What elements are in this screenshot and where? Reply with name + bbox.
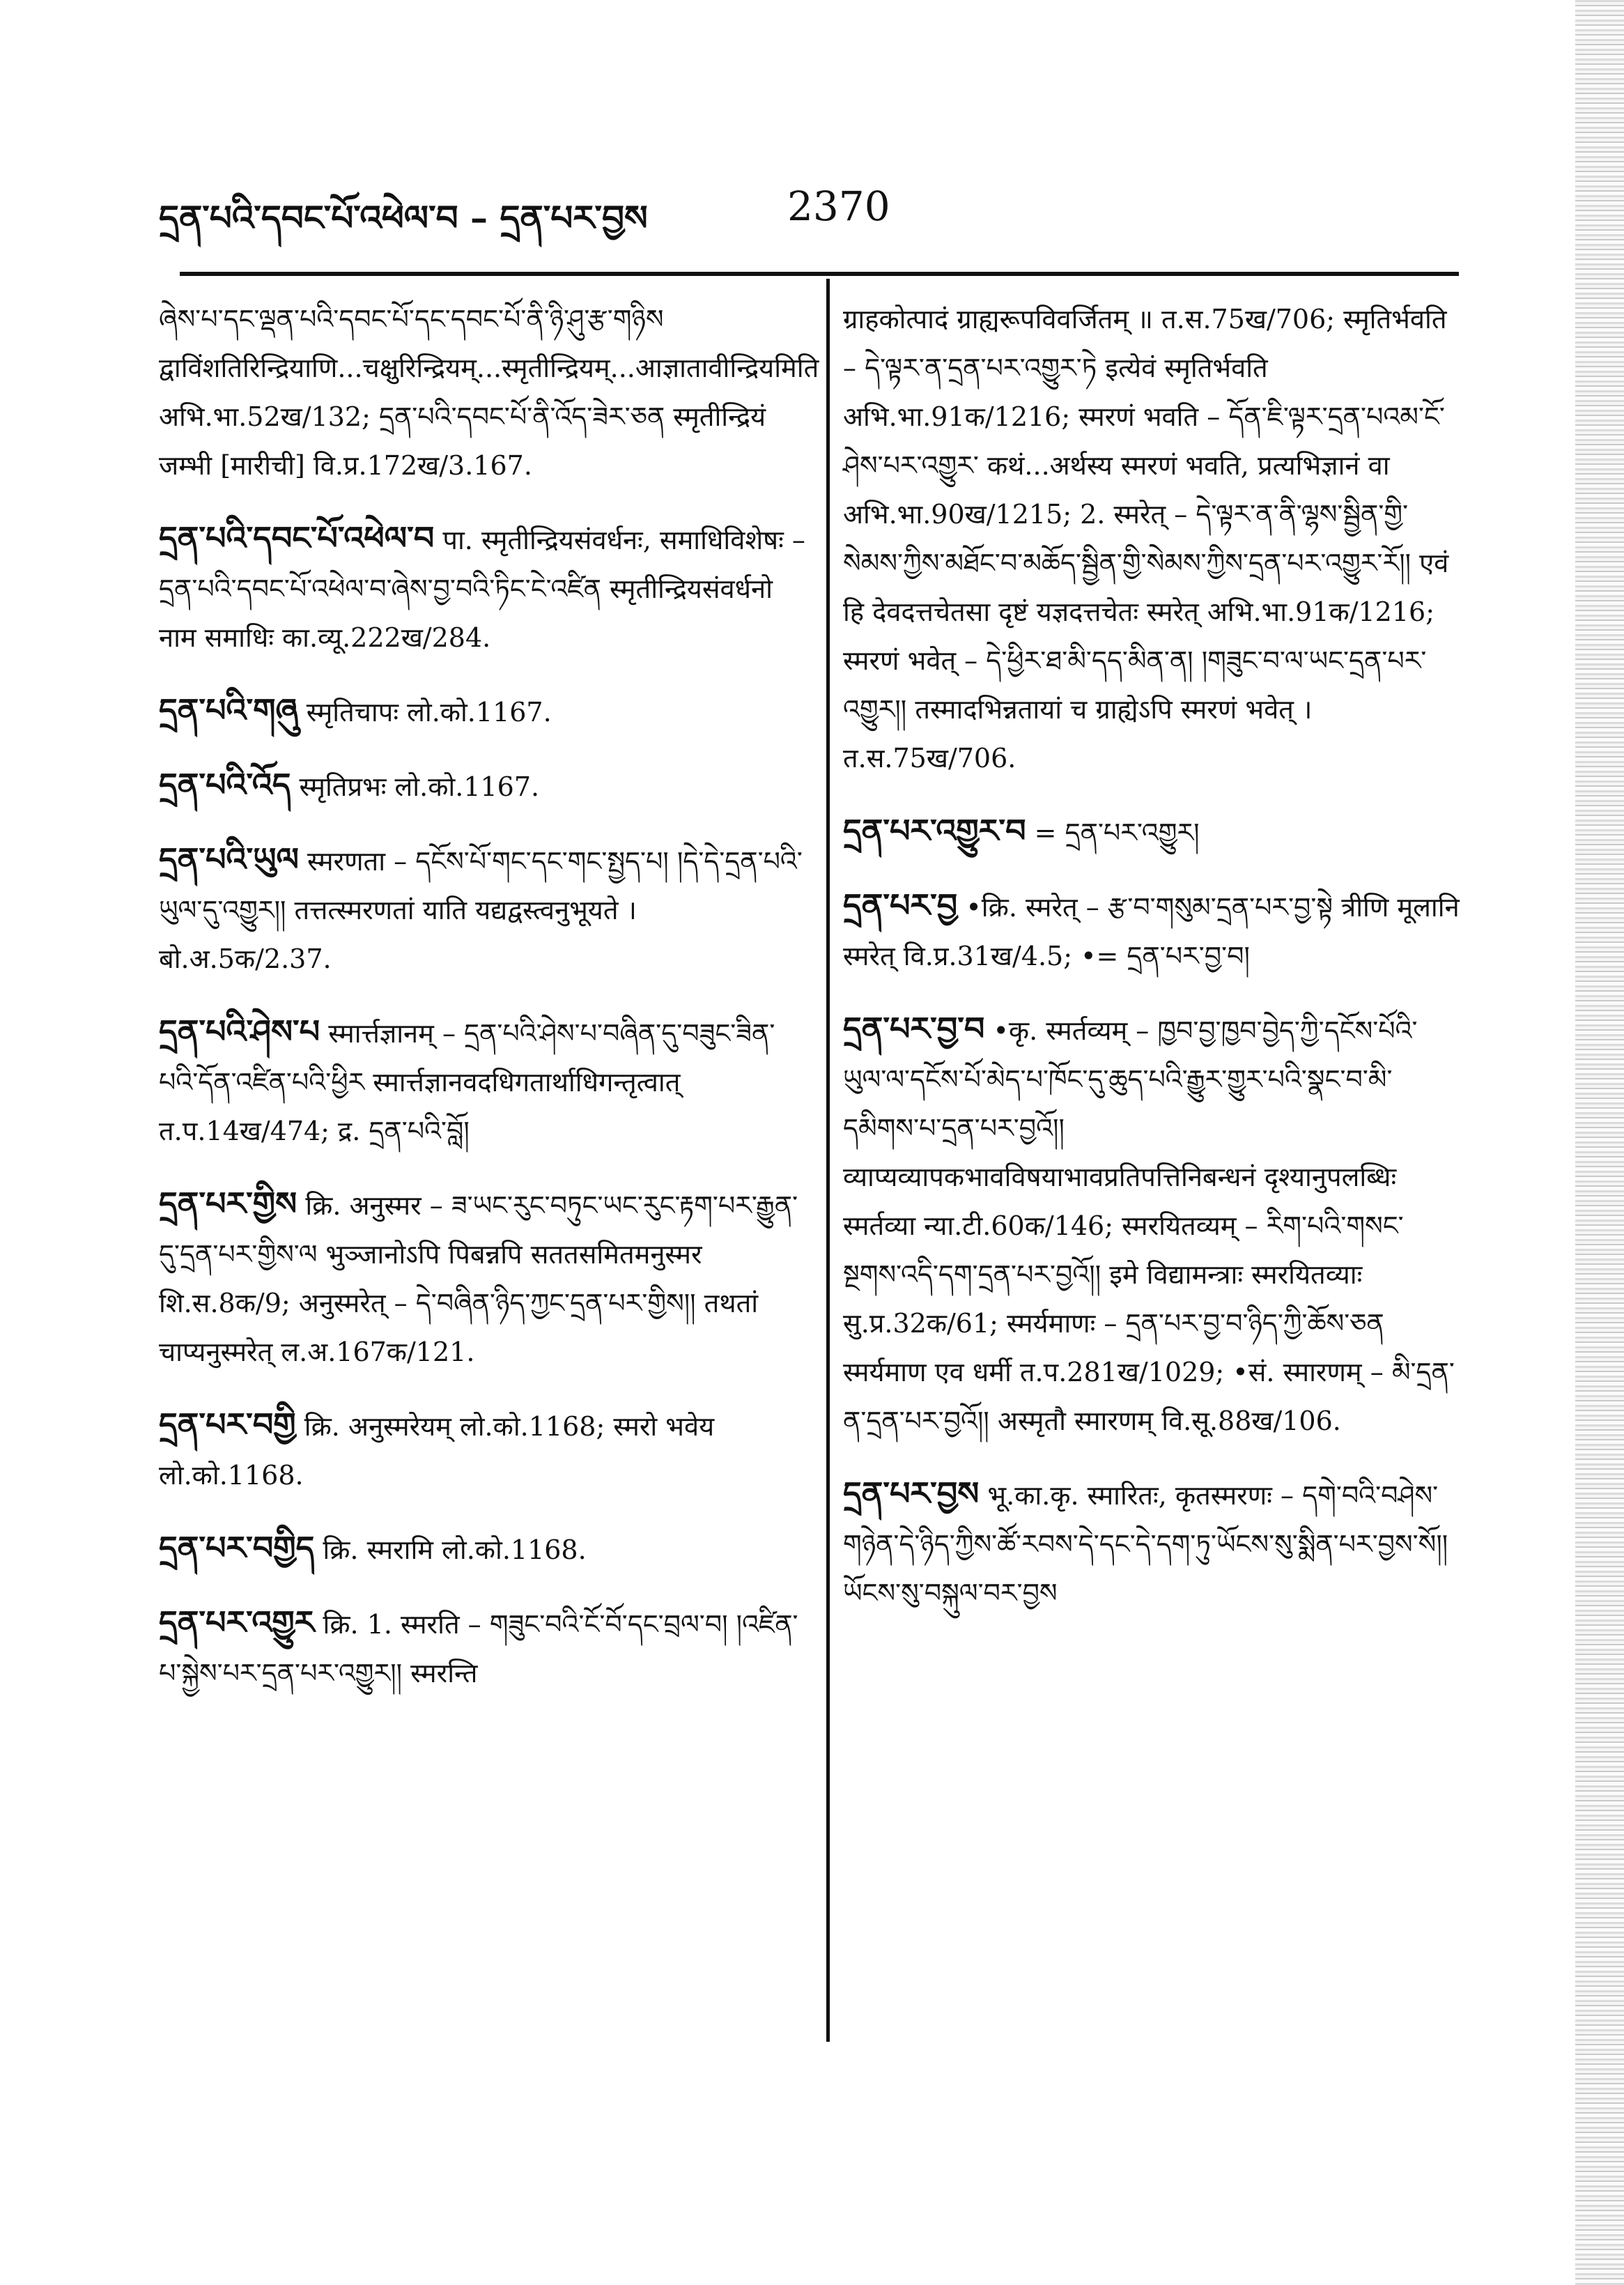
entry-headword: དྲན་པར་བྱ་བ	[843, 1010, 985, 1047]
entry-body: स्मार्त्तज्ञानम् – དྲན་པའི་ཤེས་པ་བཞིན་དུ་བཟུང་ཟིན་པའི་དོན་འཛིན་པའི་ཕྱིར स्मार्त्तज्ञानवदधिगतार्थाधिगन्तृत्वात् त.प.14ख/474; द्र. དྲན་པའི་བློ།	[159, 1018, 775, 1146]
entry-body: स्मरणता – དངོས་པོ་གང་དང་གང་སྤྱད་པ། །དེ་དེ་དྲན་པའི་ཡུལ་དུ་འགྱུར།། तत्तत्स्मरणतां याति यद्यद्वस्त्वनुभूयते । बो.अ.5क/2.37.	[159, 846, 803, 974]
entry-body: भू.का.कृ. स्मारितः, कृतस्मरणः – དགེ་བའི་བཤེས་གཉེན་དེ་ཉིད་ཀྱིས་ཚོ་རབས་དེ་དང་དེ་དག་ཏུ་ཡོངས་སུ་སྨིན་པར་བྱས་སོ།། ཡོངས་སུ་བསྐུལ་བར་བྱས	[843, 1480, 1448, 1608]
dictionary-entry	[843, 881, 1460, 980]
dictionary-entry	[159, 1400, 807, 1500]
dictionary-entry	[843, 1469, 1460, 1617]
dictionary-entry	[159, 1007, 807, 1155]
dictionary-entry	[159, 760, 807, 811]
dictionary-entry	[159, 293, 819, 490]
entry-headword: དྲན་པར་བགྱི	[159, 1406, 296, 1443]
dictionary-entry	[159, 1523, 807, 1574]
page-edge-scan-artifact	[1575, 0, 1624, 2285]
entry-body: •क्रि. स्मरेत् – རྩ་བ་གསུམ་དྲན་པར་བྱ་སྟེ त्रीणि मूलानि स्मरेत् वि.प्र.31ख/4.5; •= དྲན་པར་བྱ་བ།	[843, 892, 1460, 971]
entry-body: स्मृतिप्रभः लो.को.1167.	[299, 771, 540, 802]
entry-headword: དྲན་པའི་འོད	[159, 766, 291, 803]
right-column	[843, 293, 1460, 1641]
dictionary-entry	[843, 293, 1460, 783]
entry-body: क्रि. अनुस्मर – ཟ་ཡང་རུང་བཏུང་ཡང་རུང་རྟག་པར་རྒྱུན་དུ་དྲན་པར་གྱིས་ལ भुञ्जानोऽपि पिबन्नपि सततसमितमनुस्मर शि.स.8क/9; अनुस्मरेत् – དེ་བཞིན་ཉིད་ཀྱང་དྲན་པར་གྱིས།། तथतां चाप्यनुस्मरेत् ल.अ.167क/121.	[159, 1190, 798, 1367]
entry-headword: དྲན་པར་འགྱུར་བ	[843, 812, 1026, 849]
left-column	[159, 293, 819, 1721]
entry-body: •कृ. स्मर्तव्यम् – ཁྱབ་བྱ་ཁྱབ་བྱེད་ཀྱི་དངོས་པོའི་ཡུལ་ལ་དངོས་པོ་མེད་པ་ཁོང་དུ་ཆུད་པའི་རྒྱུར་གྱུར་པའི་སྣང་བ་མི་དམིགས་པ་དྲན་པར་བྱའོ།། व्याप्यव्यापकभावविषयाभावप्रतिपत्तिनिबन्धनं दृश्यानुपलब्धिः स्मर्तव्या न्या.टी.60क/146; स्मरयितव्यम् – རིག་པའི་གསང་སྔགས་འདི་དག་དྲན་པར་བྱའོ།། इमे विद्यामन्त्राः स्मरयितव्याः सु.प्र.32क/61; स्मर्यमाणः – དྲན་པར་བྱ་བ་ཉིད་ཀྱི་ཆོས་ཅན स्मर्यमाण एव धर्मी त.प.281ख/1029; •सं. स्मारणम् – མི་དྲན་ན་དྲན་པར་བྱའོ།། अस्मृतौ स्मारणम् वि.सू.88ख/106.	[843, 1015, 1455, 1436]
dictionary-entry	[843, 1004, 1460, 1445]
header-rule	[180, 272, 1459, 276]
entry-body: स्मृतिचापः लो.को.1167.	[306, 697, 552, 728]
entry-headword: དྲན་པའི་ཤེས་པ	[159, 1013, 320, 1050]
entry-headword: དྲན་པར་འགྱུར	[159, 1603, 315, 1641]
entry-body: ग्राहकोत्पादं ग्राह्यरूपविवर्जितम् ॥ त.स.75ख/706; स्मृतिर्भवति – དེ་ལྟར་ན་དྲན་པར་འགྱུར་ཏེ इत्येवं स्मृतिर्भवति अभि.भा.91क/1216; स्मरणं भवति – དོན་ཇི་ལྟར་དྲན་པའམ་ངོ་ཤེས་པར་འགྱུར་ कथं...अर्थस्य स्मरणं भवति, प्रत्यभिज्ञानं वा अभि.भा.90ख/1215; 2. स्मरेत् – དེ་ལྟར་ན་ནི་ལྷས་སྦྱིན་གྱི་སེམས་ཀྱིས་མཐོང་བ་མཆོད་སྦྱིན་གྱི་སེམས་ཀྱིས་དྲན་པར་འགྱུར་རོ།། एवं हि देवदत्तचेतसा दृष्टं यज्ञदत्तचेतः स्मरेत् अभि.भा.91क/1216; स्मरणं भवेत् – དེ་ཕྱིར་ཐ་མི་དད་མིན་ན། །གཟུང་བ་ལ་ཡང་དྲན་པར་འགྱུར།། तस्मादभिन्नतायां च ग्राह्येऽपि स्मरणं भवेत् । त.स.75ख/706.	[843, 304, 1449, 774]
dictionary-entry	[159, 1598, 807, 1698]
entry-headword: དྲན་པར་གྱིས	[159, 1185, 297, 1222]
dictionary-entry	[159, 1179, 807, 1376]
dictionary-entry	[159, 835, 807, 983]
entry-headword: དྲན་པའི་ཡུལ	[159, 840, 299, 878]
entry-headword: དྲན་པར་བྱས	[843, 1475, 980, 1512]
entry-body: = དྲན་པར་འགྱུར།	[1034, 817, 1200, 848]
entry-headword: དྲན་པར་བྱ	[843, 886, 958, 924]
entry-body: क्रि. अनुस्मरेयम् लो.को.1168; स्मरो भवेय लो.को.1168.	[159, 1411, 715, 1491]
running-head: དྲན་པའི་དབང་པོ་འཕེལ་བ – དྲན་པར་བྱས	[159, 197, 648, 238]
dictionary-entry	[159, 514, 807, 662]
entry-headword: དྲན་པའི་གཞུ	[159, 691, 298, 729]
dictionary-entry	[159, 686, 807, 737]
entry-body: क्रि. 1. स्मरति – གཟུང་བའི་ངོ་བོ་དང་བྲལ་བ། །འཛིན་པ་སྐྱེས་པར་དྲན་པར་འགྱུར།། स्मरन्ति	[159, 1609, 798, 1688]
column-divider	[826, 279, 830, 2042]
entry-body: ཞེས་པ་དང་ལྡན་པའི་དབང་པོ་དང་དབང་པོ་ནི་ཉི་ཤུ་རྩ་གཉིས द्वाविंशतिरिन्द्रियाणि...चक्षुरिन्द्रियम्...स्मृतीन्द्रियम्...आज्ञातावीन्द्रियमिति अभि.भा.52ख/132; དྲན་པའི་དབང་པོ་ནི་འོད་ཟེར་ཅན स्मृतीन्द्रियं जम्भी [मारीची] वि.प्र.172ख/3.167.	[159, 304, 819, 481]
entry-body: पा. स्मृतीन्द्रियसंवर्धनः, समाधिविशेषः – དྲན་པའི་དབང་པོ་འཕེལ་བ་ཞེས་བྱ་བའི་ཏིང་ངེ་འཛིན स्मृतीन्द्रियसंवर्धनो नाम समाधिः का.व्यू.222ख/284.	[159, 525, 805, 653]
entry-headword: དྲན་པའི་དབང་པོ་འཕེལ་བ	[159, 519, 435, 557]
page-number: 2370	[787, 183, 890, 230]
entry-body: क्रि. स्मरामि लो.को.1168.	[323, 1534, 587, 1565]
entry-headword: དྲན་པར་བགྱིད	[159, 1529, 315, 1567]
dictionary-entry	[843, 806, 1460, 857]
